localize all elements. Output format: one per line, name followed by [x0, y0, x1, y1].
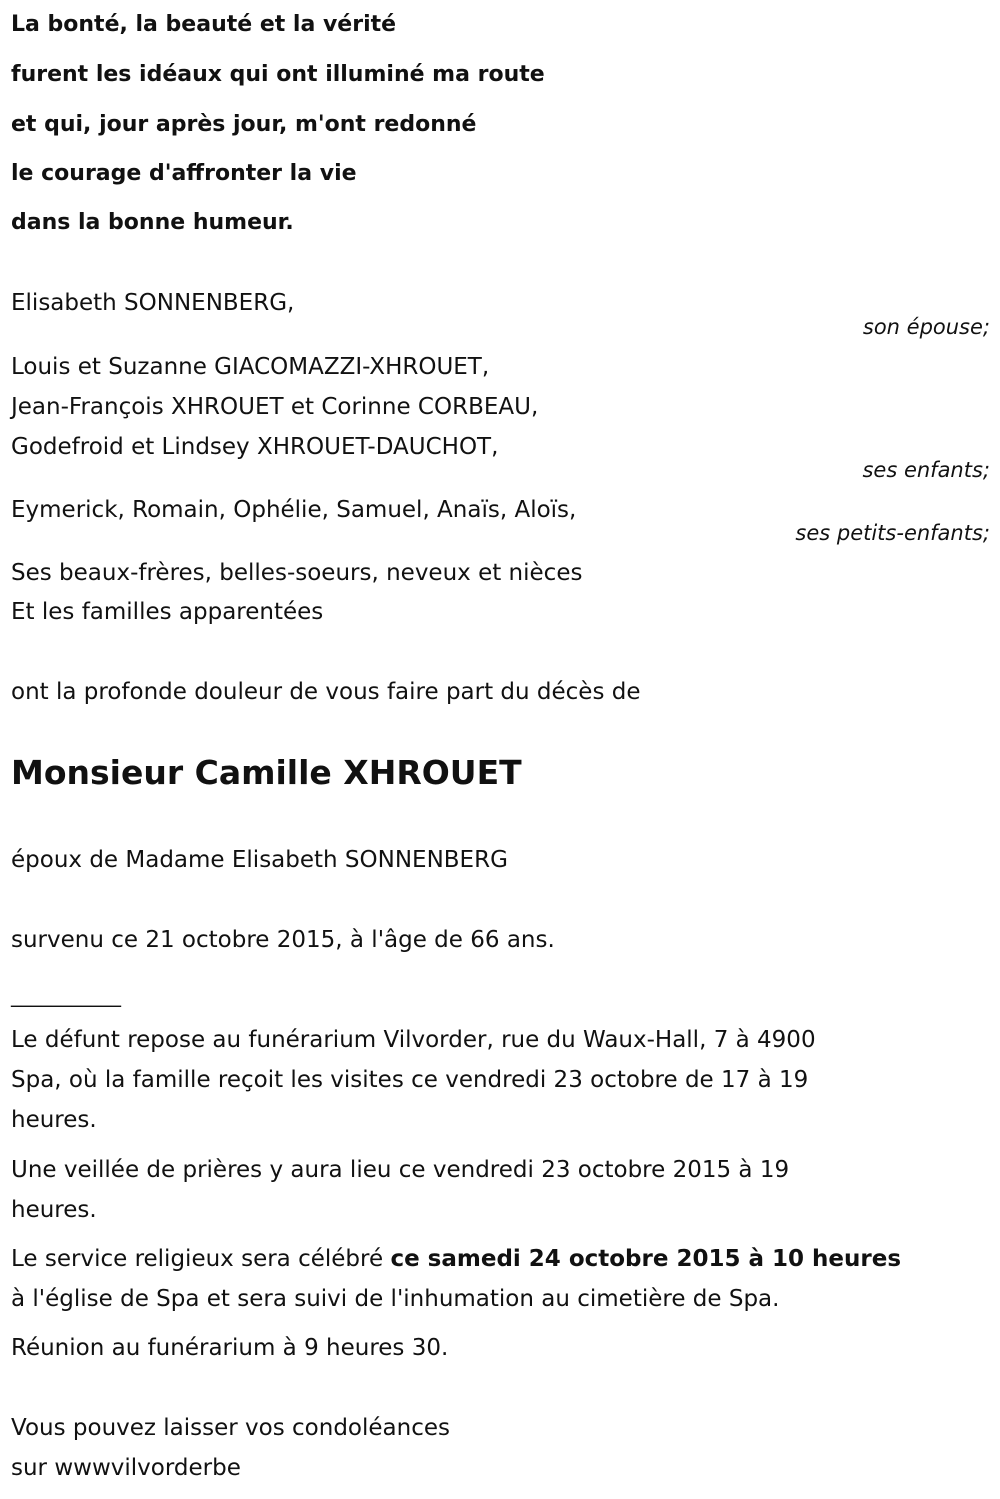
reunion-line: Réunion au funérarium à 9 heures 30. [11, 1335, 449, 1361]
announcement: ont la profonde douleur de vous faire part du décès de [11, 679, 641, 705]
repose-line: Spa, où la famille reçoit les visites ce vendredi 23 octobre de 17 à 19 [11, 1067, 809, 1093]
other-relatives: Ses beaux-frères, belles-soeurs, neveux et nièces [11, 560, 583, 586]
child-name: Godefroid et Lindsey XHROUET-DAUCHOT, [11, 434, 499, 460]
repose-line: Le défunt repose au funérarium Vilvorder, rue du Waux-Hall, 7 à 4900 [11, 1027, 816, 1053]
spouse-role: son épouse; [862, 315, 990, 339]
vigil-line: Une veillée de prières y aura lieu ce vendredi 23 octobre 2015 à 19 [11, 1157, 790, 1183]
separator: ___________ [11, 983, 121, 1007]
child-name: Louis et Suzanne GIACOMAZZI-XHROUET, [11, 354, 490, 380]
service-date: ce samedi 24 octobre 2015 à 10 heures [390, 1246, 902, 1272]
other-relatives: Et les familles apparentées [11, 599, 324, 625]
grandchildren-role: ses petits-enfants; [795, 521, 990, 545]
service-line [11, 1244, 901, 1274]
spouse-line: époux de Madame Elisabeth SONNENBERG [11, 847, 508, 873]
spouse-name: Elisabeth SONNENBERG, [11, 290, 295, 316]
children-role: ses enfants; [862, 458, 990, 482]
service-line: à l'église de Spa et sera suivi de l'inhumation au cimetière de Spa. [11, 1286, 780, 1312]
poem-line: La bonté, la beauté et la vérité [11, 12, 397, 37]
condolences-line: Vous pouvez laisser vos condoléances [11, 1415, 450, 1441]
child-name: Jean-François XHROUET et Corinne CORBEAU, [11, 394, 539, 420]
date-line: survenu ce 21 octobre 2015, à l'âge de 66 ans. [11, 927, 555, 953]
vigil-line: heures. [11, 1197, 97, 1223]
condolences-website: sur wwwvilvorderbe [11, 1455, 241, 1481]
poem-line: le courage d'affronter la vie [11, 161, 357, 186]
service-prefix: Le service religieux sera célébré [11, 1246, 391, 1272]
poem-line: dans la bonne humeur. [11, 210, 294, 235]
poem-line: furent les idéaux qui ont illuminé ma route [11, 62, 545, 87]
poem-line: et qui, jour après jour, m'ont redonné [11, 112, 477, 137]
repose-line: heures. [11, 1107, 97, 1133]
grandchildren-names: Eymerick, Romain, Ophélie, Samuel, Anaïs, Aloïs, [11, 497, 577, 523]
deceased-name: Monsieur Camille XHROUET [11, 753, 522, 792]
